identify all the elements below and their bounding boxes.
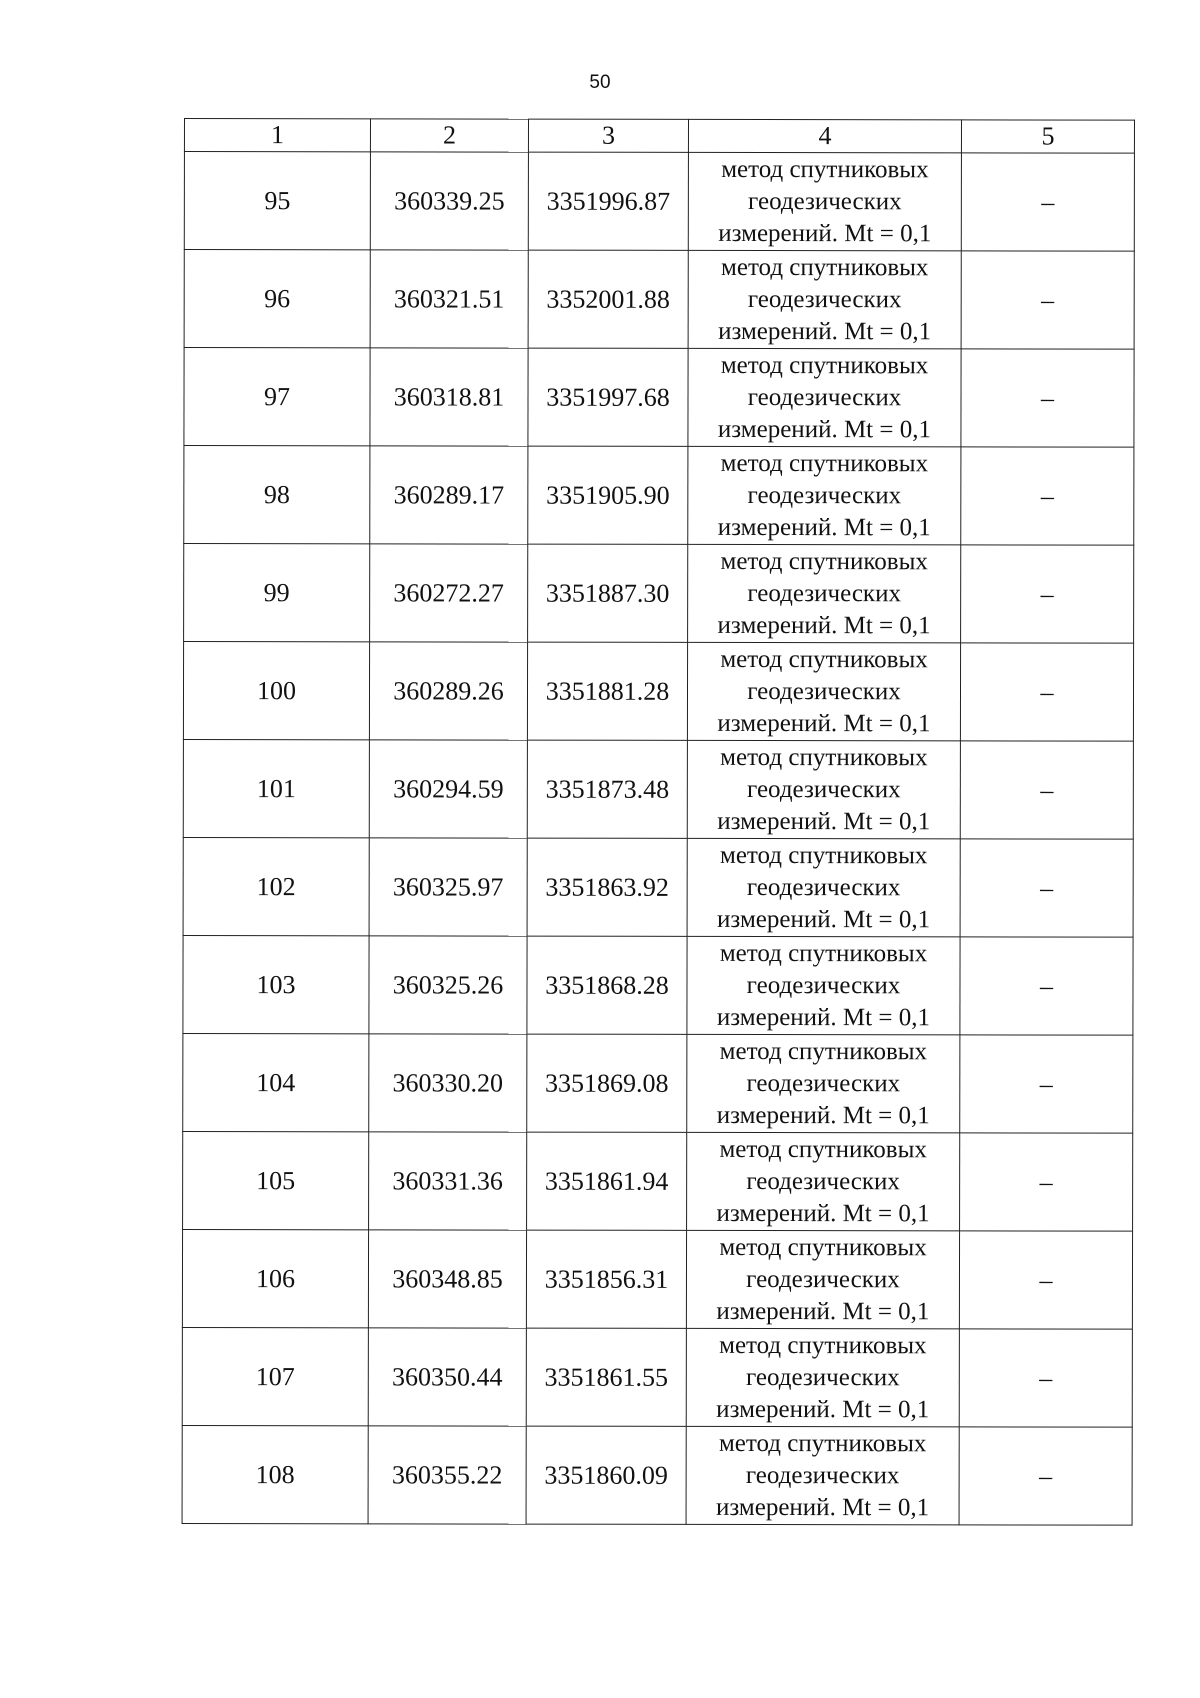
table-header (184, 119, 1134, 154)
method-line: метод спутниковых (721, 155, 929, 183)
coord-y-cell: 3351887.30 (528, 544, 688, 642)
point-number-cell: 99 (184, 544, 370, 642)
note-cell: – (961, 545, 1134, 643)
table-row (183, 1033, 1133, 1133)
method-line: измерений. Mt = 0,1 (716, 1493, 930, 1521)
method-line: измерений. Mt = 0,1 (716, 1395, 930, 1423)
coord-y-cell: 3351861.94 (527, 1132, 687, 1230)
point-number-cell: 98 (184, 446, 370, 544)
method-line: геодезических (746, 873, 901, 901)
method-cell (687, 1034, 960, 1132)
header-col-4: 4 (688, 119, 961, 152)
method-line: геодезических (747, 481, 902, 509)
coord-x-cell: 360294.59 (369, 740, 527, 838)
coord-x-cell: 360330.20 (369, 1034, 527, 1132)
method-cell (688, 446, 961, 544)
method-line: геодезических (746, 1265, 900, 1293)
header-row (184, 119, 1134, 154)
coord-y-cell: 3351861.55 (526, 1328, 686, 1426)
note-cell: – (961, 251, 1134, 349)
header-col-3: 3 (528, 119, 688, 152)
method-line: измерений. Mt = 0,1 (717, 905, 931, 933)
method-line: метод спутниковых (720, 351, 929, 379)
method-cell (687, 642, 960, 740)
coord-x-cell: 360339.25 (370, 152, 528, 250)
table-row (183, 935, 1133, 1035)
note-cell: – (960, 741, 1133, 839)
coord-x-cell: 360272.27 (370, 544, 528, 642)
coord-y-cell: 3351873.48 (527, 740, 687, 838)
coord-y-cell: 3351996.87 (528, 152, 688, 250)
point-number-cell: 102 (183, 837, 369, 935)
coord-x-cell: 360318.81 (370, 348, 528, 446)
note-cell: – (961, 447, 1134, 545)
method-line: геодезических (748, 187, 902, 215)
method-line: геодезических (747, 579, 901, 607)
coord-y-cell: 3351863.92 (527, 838, 687, 936)
point-number-cell: 101 (183, 739, 369, 837)
method-cell (686, 1426, 959, 1524)
method-line: измерений. Mt = 0,1 (717, 611, 931, 639)
coord-y-cell: 3351868.28 (527, 936, 687, 1034)
table-row (183, 837, 1133, 937)
point-number-cell: 97 (184, 348, 370, 446)
table-row (182, 1327, 1132, 1427)
point-number-cell: 105 (183, 1131, 369, 1229)
note-cell: – (959, 1231, 1132, 1329)
method-line: геодезических (745, 1461, 900, 1489)
coord-y-cell: 3351856.31 (526, 1230, 686, 1328)
note-cell: – (960, 1035, 1133, 1133)
method-cell (686, 1230, 959, 1328)
method-cell (686, 1328, 959, 1426)
method-line: измерений. Mt = 0,1 (717, 807, 931, 835)
method-cell (688, 544, 961, 642)
method-line: метод спутниковых (720, 645, 928, 673)
method-line: метод спутниковых (719, 841, 928, 869)
method-line: измерений. Mt = 0,1 (717, 513, 931, 541)
point-number-cell: 108 (182, 1425, 368, 1523)
coord-x-cell: 360321.51 (370, 250, 528, 348)
point-number-cell: 100 (183, 642, 369, 740)
coord-y-cell: 3351905.90 (528, 446, 688, 544)
method-line: геодезических (747, 285, 902, 313)
coord-y-cell: 3351869.08 (527, 1034, 687, 1132)
point-number-cell: 103 (183, 935, 369, 1033)
coord-x-cell: 360355.22 (368, 1426, 526, 1524)
coord-x-cell: 360325.97 (369, 838, 527, 936)
table-row (182, 1229, 1132, 1329)
method-line: геодезических (746, 1069, 901, 1097)
note-cell: – (961, 153, 1134, 251)
coordinates-table (182, 118, 1135, 1526)
note-cell: – (960, 643, 1133, 741)
method-line: измерений. Mt = 0,1 (716, 1199, 930, 1227)
coord-x-cell: 360348.85 (368, 1230, 526, 1328)
method-line: геодезических (747, 383, 902, 411)
table-row (184, 544, 1134, 644)
method-line: метод спутниковых (720, 449, 929, 477)
method-line: измерений. Mt = 0,1 (718, 317, 932, 345)
method-cell (688, 348, 961, 446)
method-cell (688, 152, 961, 250)
table-row (183, 642, 1133, 742)
method-line: метод спутниковых (718, 1429, 927, 1457)
table-row (184, 250, 1134, 350)
point-number-cell: 95 (184, 152, 370, 250)
method-line: метод спутниковых (719, 1135, 927, 1163)
method-line: метод спутниковых (719, 939, 928, 967)
header-col-1: 1 (184, 119, 370, 152)
method-line: метод спутниковых (719, 1233, 927, 1261)
method-line: измерений. Mt = 0,1 (717, 709, 931, 737)
note-cell: – (960, 839, 1133, 937)
table-row (184, 446, 1134, 546)
method-line: геодезических (745, 1363, 900, 1391)
method-line: метод спутниковых (719, 1037, 928, 1065)
note-cell: – (960, 1133, 1133, 1231)
method-line: геодезических (747, 775, 901, 803)
method-cell (687, 838, 960, 936)
note-cell: – (959, 1329, 1132, 1427)
method-cell (687, 936, 960, 1034)
method-cell (688, 250, 961, 348)
method-cell (687, 1132, 960, 1230)
method-line: измерений. Mt = 0,1 (716, 1003, 930, 1031)
coord-x-cell: 360325.26 (369, 936, 527, 1034)
method-line: метод спутниковых (721, 253, 929, 281)
coord-x-cell: 360350.44 (368, 1328, 526, 1426)
table-body (182, 152, 1134, 1526)
method-line: измерений. Mt = 0,1 (718, 219, 932, 247)
method-line: метод спутниковых (720, 743, 928, 771)
method-line: измерений. Mt = 0,1 (717, 415, 932, 443)
coord-y-cell: 3351881.28 (527, 642, 687, 740)
method-line: метод спутниковых (719, 1331, 927, 1359)
page-number: 50 (589, 72, 611, 93)
table-row (183, 739, 1133, 839)
table-row (182, 1425, 1132, 1525)
header-col-2: 2 (370, 119, 528, 152)
table-row (184, 348, 1134, 448)
coord-x-cell: 360289.26 (369, 642, 527, 740)
coord-y-cell: 3351997.68 (528, 348, 688, 446)
coord-x-cell: 360289.17 (370, 446, 528, 544)
point-number-cell: 104 (183, 1033, 369, 1131)
note-cell: – (959, 1427, 1132, 1525)
method-line: геодезических (747, 677, 901, 705)
table-row (184, 152, 1134, 252)
method-line: метод спутниковых (720, 547, 928, 575)
point-number-cell: 107 (182, 1327, 368, 1425)
table-row (183, 1131, 1133, 1231)
method-line: измерений. Mt = 0,1 (716, 1101, 930, 1129)
note-cell: – (961, 349, 1134, 447)
point-number-cell: 96 (184, 250, 370, 348)
coord-y-cell: 3352001.88 (528, 250, 688, 348)
method-cell (687, 740, 960, 838)
coord-x-cell: 360331.36 (369, 1132, 527, 1230)
method-line: геодезических (746, 971, 901, 999)
note-cell: – (960, 937, 1133, 1035)
coord-y-cell: 3351860.09 (526, 1426, 686, 1524)
point-number-cell: 106 (182, 1229, 368, 1327)
method-line: измерений. Mt = 0,1 (716, 1297, 930, 1325)
header-col-5: 5 (961, 120, 1134, 153)
method-line: геодезических (746, 1167, 900, 1195)
